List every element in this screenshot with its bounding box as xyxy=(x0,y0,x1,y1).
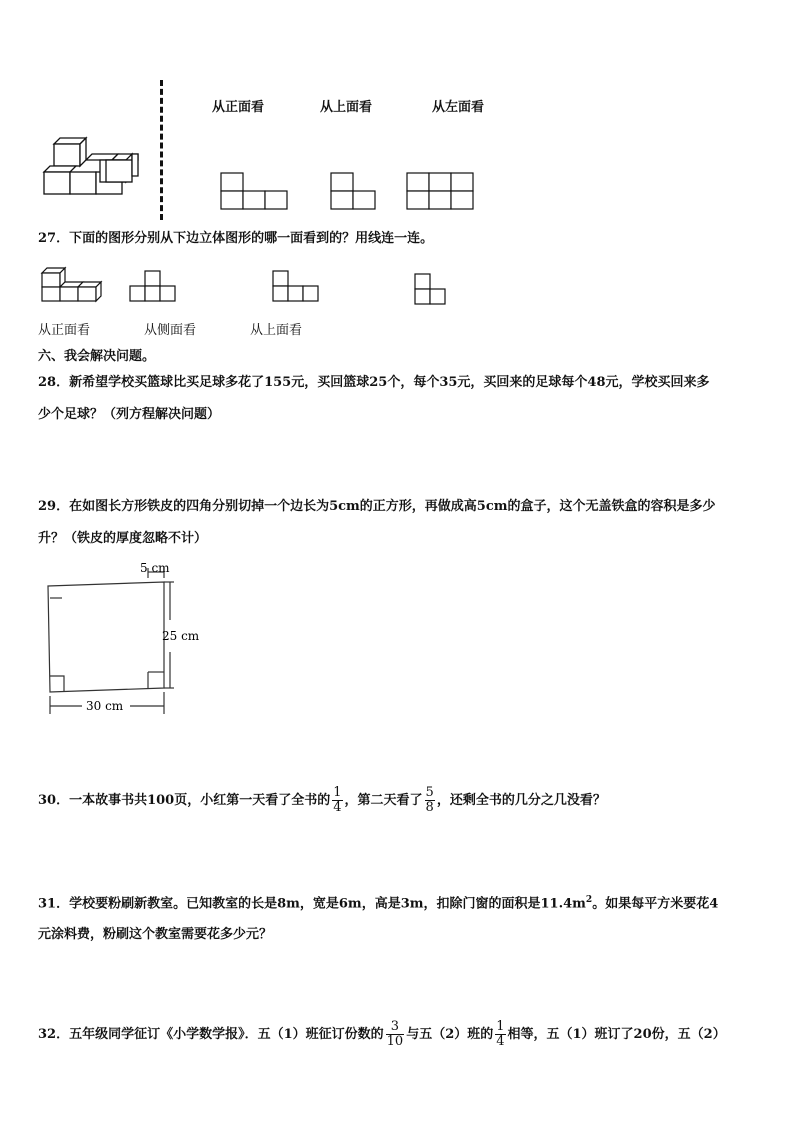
q32-part1: 32．五年级同学征订《小学数学报》．五（1）班征订份数的 xyxy=(38,1026,384,1042)
q30-part2: ，第二天看了 xyxy=(344,792,423,808)
top-view-shape xyxy=(330,172,380,212)
q32-fraction-1 xyxy=(386,1020,405,1048)
q27-label-side: 从侧面看 xyxy=(144,323,197,338)
q27-shape-c xyxy=(414,273,450,309)
q28-line2: 少个足球？（列方程解决问题） xyxy=(38,407,221,422)
label-top-view: 从上面看 xyxy=(320,100,373,115)
q27-shape-a xyxy=(130,270,180,306)
q32-frac1-num: 3 xyxy=(390,1019,400,1034)
q31-line1 xyxy=(38,896,718,910)
q30-frac2-den: 8 xyxy=(425,799,434,815)
q27-shape-b xyxy=(272,270,322,306)
q31-line1-a: 31．学校要粉刷新教室。已知教室的长是8m，宽是6m，高是3m，扣除门窗的面积是11.4m xyxy=(38,896,586,912)
q31-line2: 元涂料费，粉刷这个教室需要花多少元？ xyxy=(38,927,273,942)
section-heading: 六、我会解决问题。 xyxy=(38,349,156,364)
q29-label-corner: 5 cm xyxy=(140,561,170,575)
q29-iron-sheet-figure xyxy=(40,560,220,720)
q29-label-height: 25 cm xyxy=(162,629,200,643)
q29-label-width: 30 cm xyxy=(86,699,124,713)
q28-line1: 28．新希望学校买篮球比买足球多花了155元，买回篮球25个，每个35元，买回来的足球每个48元，学校买回来多 xyxy=(38,375,710,390)
q27-cube-figure xyxy=(40,265,104,305)
q32-frac2-den: 4 xyxy=(496,1033,505,1049)
q30-frac1-num: 1 xyxy=(333,785,342,800)
dashed-divider xyxy=(160,80,163,220)
label-left-view: 从左面看 xyxy=(432,100,485,115)
q29-line1: 29．在如图长方形铁皮的四角分别切掉一个边长为5cm的正方形，再做成高5cm的盒子，这个无盖铁盒的容积是多少 xyxy=(38,499,716,514)
q32-frac1-den: 10 xyxy=(386,1033,404,1049)
q31-line1-b: 。如果每平方米要花4 xyxy=(592,896,719,912)
q27-label-top: 从上面看 xyxy=(250,323,303,338)
q30-question xyxy=(38,786,606,814)
left-view-shape xyxy=(406,172,476,212)
q30-part1: 30．一本故事书共100页，小红第一天看了全书的 xyxy=(38,792,331,808)
q30-fraction-2 xyxy=(425,786,435,814)
q32-question xyxy=(38,1020,726,1048)
label-front-view: 从正面看 xyxy=(212,100,265,115)
q27-label-front: 从正面看 xyxy=(38,323,91,338)
cube-stack-figure xyxy=(40,138,140,198)
q31-sup: 2 xyxy=(585,895,593,905)
q30-frac1-den: 4 xyxy=(333,799,342,815)
q32-part2: 与五（2）班的 xyxy=(406,1026,494,1042)
q32-frac2-num: 1 xyxy=(496,1019,505,1034)
q29-line2: 升？（铁皮的厚度忽略不计） xyxy=(38,531,208,546)
q30-fraction-1 xyxy=(332,786,342,814)
q27-prompt: 27．下面的图形分别从下边立体图形的哪一面看到的？用线连一连。 xyxy=(38,231,434,246)
q32-fraction-2 xyxy=(495,1020,505,1048)
q30-part3: ，还剩全书的几分之几没看？ xyxy=(436,792,606,808)
q30-frac2-num: 5 xyxy=(425,785,434,800)
front-view-shape xyxy=(220,172,290,212)
q32-part3: 相等，五（1）班订了20份，五（2） xyxy=(507,1026,726,1042)
